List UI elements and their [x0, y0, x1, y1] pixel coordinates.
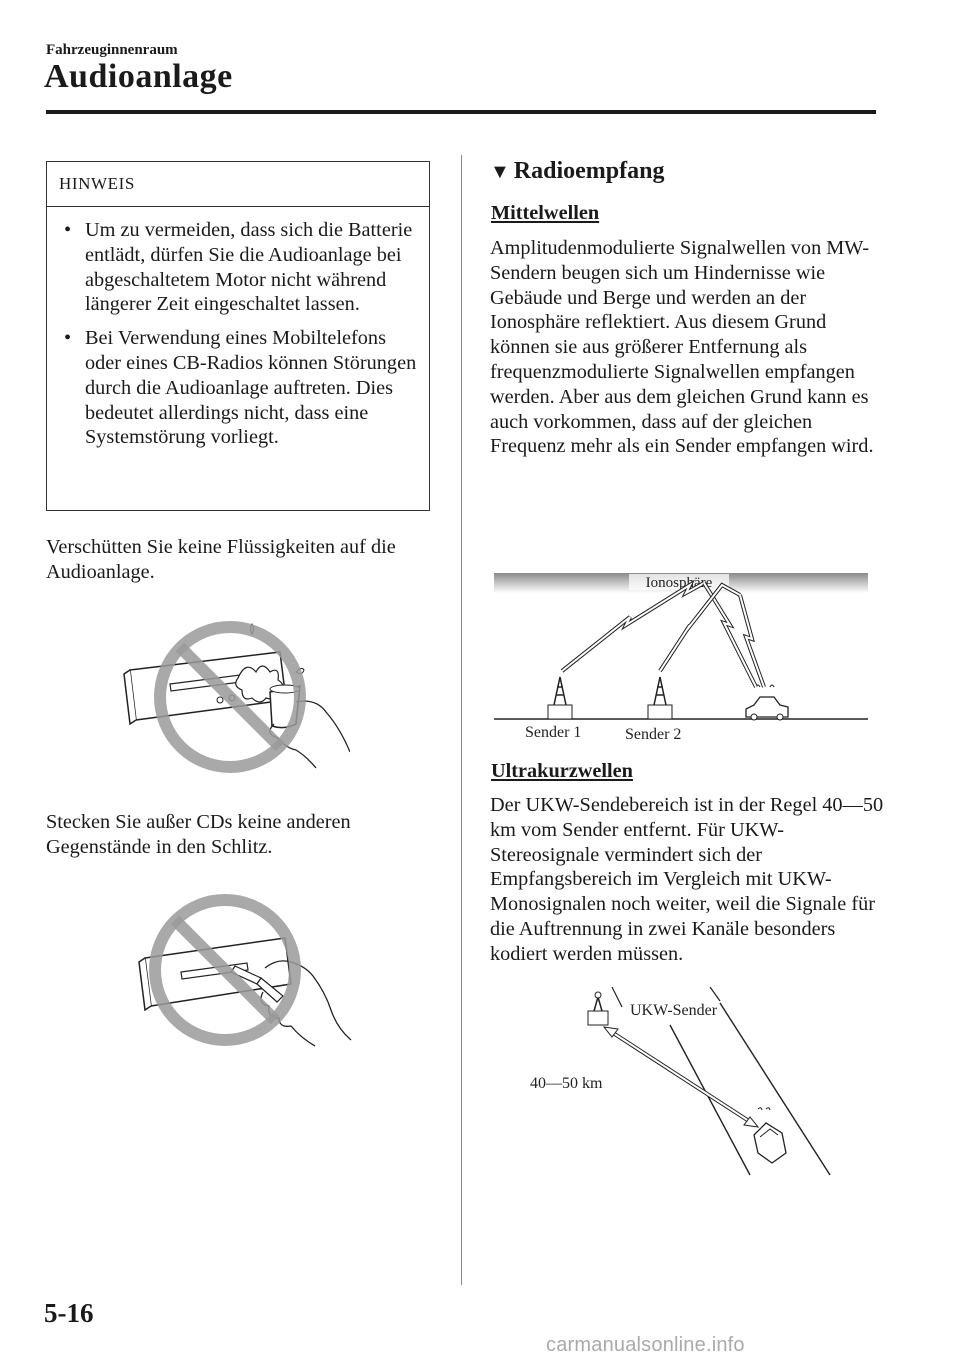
triangle-marker-icon: ▼: [490, 161, 510, 183]
section-heading: [490, 158, 664, 185]
fm-tower-icon: [588, 992, 608, 1025]
fm-text: Der UKW-Sendebereich ist in der Regel 40―50 km vom Sender entfernt. Für UKW-Stereosignale vermindert sich der Empfangsbereich im Vergleich mit UKW-Monosignalen noch weiter, weil die Signale für die Auftrennung in zwei Kanäle besonders kodiert werden müssen.: [490, 794, 884, 965]
range-arrow: [604, 1027, 758, 1127]
sender1-label: Sender 1: [525, 724, 582, 741]
car-icon: [746, 685, 788, 720]
sender2-label: Sender 2: [625, 726, 682, 743]
note-item: [61, 218, 421, 317]
mw-reception-diagram: [490, 565, 870, 747]
page-title: Audioanlage: [44, 58, 233, 95]
page-number: 5-16: [44, 1298, 94, 1328]
road-edge-line: [670, 1025, 750, 1175]
note-item-text: Bei Verwendung eines Mobiltelefons oder eines CB-Radios können Störungen durch die Audioanlage auftreten. Dies bedeutet allerdings nicht, dass eine Systemstörung vorliegt.: [85, 327, 417, 449]
note-item-text: Um zu vermeiden, dass sich die Batterie entlädt, dürfen Sie die Audioanlage bei abgeschaltetem Motor nicht während längerer Zeit eingeschaltet lassen.: [85, 219, 413, 316]
transmitter-tower-icon: [548, 677, 572, 719]
no-liquid-illustration: [120, 612, 350, 782]
fm-range-diagram: [520, 985, 850, 1180]
liquid-warning-text: Verschütten Sie keine Flüssigkeiten auf die Audioanlage.: [46, 536, 396, 583]
cd-warning-text: Stecken Sie außer CDs keine anderen Gegenstände in den Schlitz.: [46, 811, 351, 858]
note-title: HINWEIS: [59, 174, 135, 193]
subheading-fm: Ultrakurzwellen: [491, 760, 633, 782]
bullet-icon: •: [64, 219, 72, 241]
note-box: [46, 161, 430, 511]
mw-text: Amplitudenmodulierte Signalwellen von MW-Sendern beugen sich um Hindernisse wie Gebäude und Berge und werden an der Ionosphäre reflektiert. Aus diesem Grund können sie aus größerer Entfernung als frequenzmodulierte Signalwellen empfangen werden. Aber aus dem gleichen Grund kann es auch vorkommen, dass auf der gleichen Frequenz mehr als ein Sender empfangen wird.: [490, 237, 874, 458]
column-divider: [461, 155, 462, 1285]
transmitter-tower-icon: [648, 677, 672, 719]
note-item: [61, 326, 421, 450]
note-list: [61, 218, 421, 459]
bullet-icon: •: [64, 327, 72, 350]
fm-range-label: 40―50 km: [530, 1075, 603, 1092]
no-objects-illustration: [135, 888, 365, 1048]
fm-station-label: UKW-Sender: [630, 1002, 718, 1019]
ionosphere-label: Ionosphäre: [645, 575, 713, 591]
watermark: carmanualsonline.info: [546, 1334, 745, 1356]
car-icon: [754, 1108, 786, 1163]
note-header: [47, 162, 429, 207]
subheading-mw: Mittelwellen: [491, 202, 600, 224]
section-heading-text: Radioempfang: [513, 158, 665, 184]
section-label: Fahrzeuginnenraum: [46, 42, 178, 58]
title-rule: [46, 110, 876, 114]
